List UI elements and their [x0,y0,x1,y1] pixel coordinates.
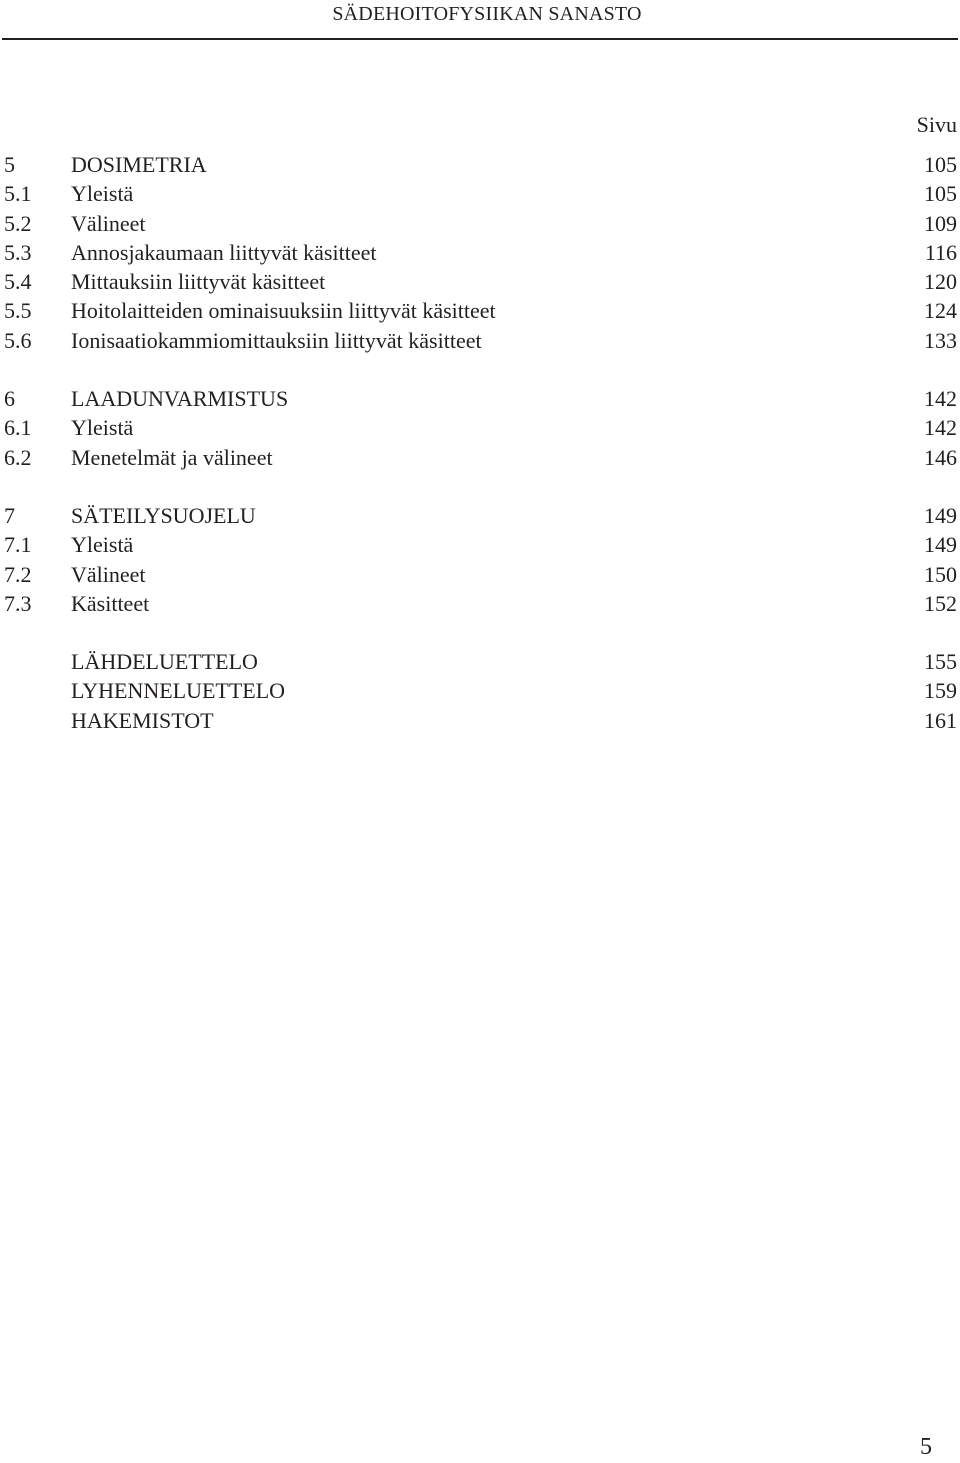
toc-entry[interactable] [0,240,957,269]
toc-entry-page: 120 [924,269,957,295]
toc-entry[interactable] [0,503,957,532]
toc-entry-page: 116 [924,239,957,265]
running-title: SÄDEHOITOFYSIIKAN SANASTO [332,3,642,25]
toc-group [0,503,957,620]
toc-group [0,649,957,737]
toc-entry-page: 105 [924,152,957,177]
toc-entry-page: 105 [924,181,957,207]
toc-entry-number: 5 [4,152,15,177]
toc-entry[interactable] [0,708,957,737]
toc-entry[interactable] [0,562,957,591]
toc-entry-title: DOSIMETRIA [71,152,207,177]
toc-entry-page: 152 [924,590,957,616]
toc-entry[interactable] [0,678,957,707]
toc-entry-number: 6.1 [4,415,32,441]
toc-entry-title: Yleistä [71,532,134,558]
toc-entry-page: 149 [924,532,957,558]
toc-entry-title: HAKEMISTOT [71,707,214,733]
toc-entry-number: 7.3 [4,590,32,616]
toc-entry-page: 155 [924,649,957,675]
toc-entry-number: 6.2 [4,444,32,470]
toc-entry-number: 5.3 [4,239,32,265]
toc-group [0,386,957,474]
toc-entry-page: 142 [924,415,957,441]
toc-entry-page: 159 [924,678,957,704]
table-of-contents [0,152,957,766]
page-column-label: Sivu [916,112,957,137]
toc-entry-title: Menetelmät ja välineet [71,444,273,470]
toc-entry[interactable] [0,328,957,357]
toc-entry-number: 5.2 [4,210,32,236]
toc-entry[interactable] [0,445,957,474]
toc-entry-number: 6 [4,386,15,412]
toc-group [0,152,957,357]
toc-entry-page: 161 [924,707,957,733]
toc-entry-title: Yleistä [71,415,134,441]
toc-entry-page: 149 [924,502,957,528]
toc-entry[interactable] [0,591,957,620]
toc-entry-number: 7.1 [4,532,32,558]
toc-entry-page: 133 [924,327,957,353]
toc-entry[interactable] [0,181,957,210]
toc-entry-title: Välineet [71,210,146,236]
toc-entry-page: 109 [924,210,957,236]
toc-entry-title: LYHENNELUETTELO [71,678,286,704]
toc-entry[interactable] [0,152,957,181]
toc-entry[interactable] [0,298,957,327]
toc-entry-page: 146 [924,444,957,470]
toc-entry[interactable] [0,415,957,444]
toc-entry-page: 124 [924,298,957,324]
toc-entry-page: 150 [924,561,957,587]
toc-entry-title: Hoitolaitteiden ominaisuuksiin liittyvät käsitteet [71,298,496,324]
toc-entry-page: 142 [924,386,957,412]
toc-entry-number: 5.4 [4,269,32,295]
toc-entry-title: Välineet [71,561,146,587]
toc-entry-title: LAADUNVARMISTUS [71,386,289,412]
toc-entry-number: 5.1 [4,181,32,207]
toc-entry-title: Ionisaatiokammiomittauksiin liittyvät käsitteet [71,327,482,353]
toc-entry[interactable] [0,211,957,240]
header-rule [2,38,958,40]
toc-entry-title: Käsitteet [71,590,150,616]
toc-entry-title: SÄTEILYSUOJELU [71,502,256,528]
toc-entry[interactable] [0,269,957,298]
toc-entry-number: 5.5 [4,298,32,324]
toc-entry[interactable] [0,386,957,415]
page-number: 5 [920,1434,932,1460]
toc-entry-title: Mittauksiin liittyvät käsitteet [71,269,326,295]
toc-entry[interactable] [0,532,957,561]
toc-entry[interactable] [0,649,957,678]
toc-entry-title: LÄHDELUETTELO [71,649,258,675]
toc-entry-number: 7 [4,502,15,528]
toc-entry-number: 5.6 [4,327,32,353]
toc-entry-title: Annosjakaumaan liittyvät käsitteet [71,239,377,265]
toc-entry-title: Yleistä [71,181,134,207]
toc-entry-number: 7.2 [4,561,32,587]
